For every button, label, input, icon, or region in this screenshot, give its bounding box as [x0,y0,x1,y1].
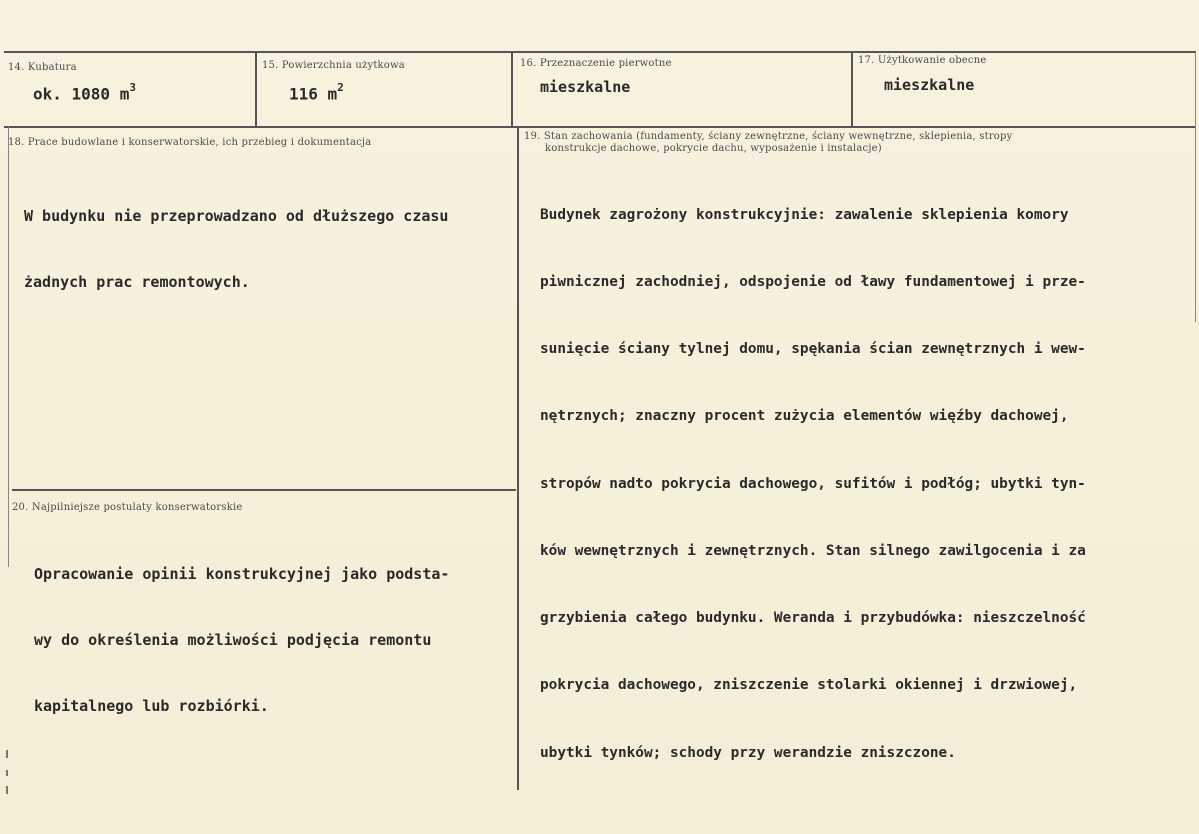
volume-value: ok. 1080 m [33,84,130,104]
field-17-label: 17. Użytkowanie obecne [858,55,987,66]
field-14-value [33,79,136,105]
field-19-line: ubytki tynków; schody przy werandzie zniszczone. [540,744,956,761]
field-16-label: 16. Przeznaczenie pierwotne [520,58,672,69]
margin-mark [6,750,8,758]
field-18-label: 18. Prace budowlane i konserwatorskie, ich przebieg i dokumentacja [8,137,372,148]
field-14-label: 14. Kubatura [8,62,77,73]
col-divider-15-16 [511,52,513,127]
field-17-value: mieszkalne [884,76,975,94]
field-15-label: 15. Powierzchnia użytkowa [262,60,405,71]
field-19-line: pokrycia dachowego, zniszczenie stolarki okiennej i drzwiowej, [540,677,1078,694]
area-value: 116 m [289,84,338,104]
col-divider-14-15 [255,52,257,127]
field-18-line: W budynku nie przeprowadzano od dłuższego czasu [24,207,449,225]
left-border [8,127,9,567]
field-15-value [289,79,344,105]
field-18-line: żadnych prac remontowych. [24,273,250,291]
field-19-label-line2: konstrukcje dachowe, pokrycie dachu, wyposażenie i instalacje) [545,143,882,154]
field-19-label-line1: 19. Stan zachowania (fundamenty, ściany zewnętrzne, ściany wewnętrzne, sklepienia, stropy [524,131,1013,142]
field-19-line: ków wewnętrznych i zewnętrznych. Stan silnego zawilgocenia i za [540,542,1086,559]
field-18-text [24,161,448,337]
field-16-value: mieszkalne [540,78,631,96]
field-19-line: stropów nadto pokrycia dachowego, sufitów i podłóg; ubytki tyn- [540,475,1086,492]
margin-mark [6,786,8,794]
field-19-line: grzybienia całego budynku. Weranda i przybudówka: nieszczelność [540,610,1086,627]
volume-unit-exponent: 3 [129,81,136,94]
margin-mark [6,770,8,776]
field-19-text [540,159,1086,809]
field-19-line: piwnicznej zachodniej, odspojenie od ławy fundamentowej i prze- [540,274,1086,291]
col-divider-main [517,127,519,790]
field-20-text [34,519,449,761]
col-divider-16-17 [851,52,853,127]
right-border [1195,52,1196,322]
top-rule [4,51,1196,53]
field-19-line: nętrznych; znaczny procent zużycia elementów więźby dachowej, [540,408,1069,425]
field18-bottom-rule [12,489,516,491]
row1-bottom-rule [4,126,1196,128]
area-unit-exponent: 2 [337,81,344,94]
field-19-line: Budynek zagrożony konstrukcyjnie: zawalenie sklepienia komory [540,206,1069,223]
field-19-line: sunięcie ściany tylnej domu, spękania ścian zewnętrznych i wew- [540,341,1086,358]
field-20-label: 20. Najpilniejsze postulaty konserwatorskie [12,502,243,513]
field-20-line: Opracowanie opinii konstrukcyjnej jako podsta- [34,565,450,583]
field-20-line: wy do określenia możliwości podjęcia remontu [34,631,432,649]
field-20-line: kapitalnego lub rozbiórki. [34,697,269,715]
